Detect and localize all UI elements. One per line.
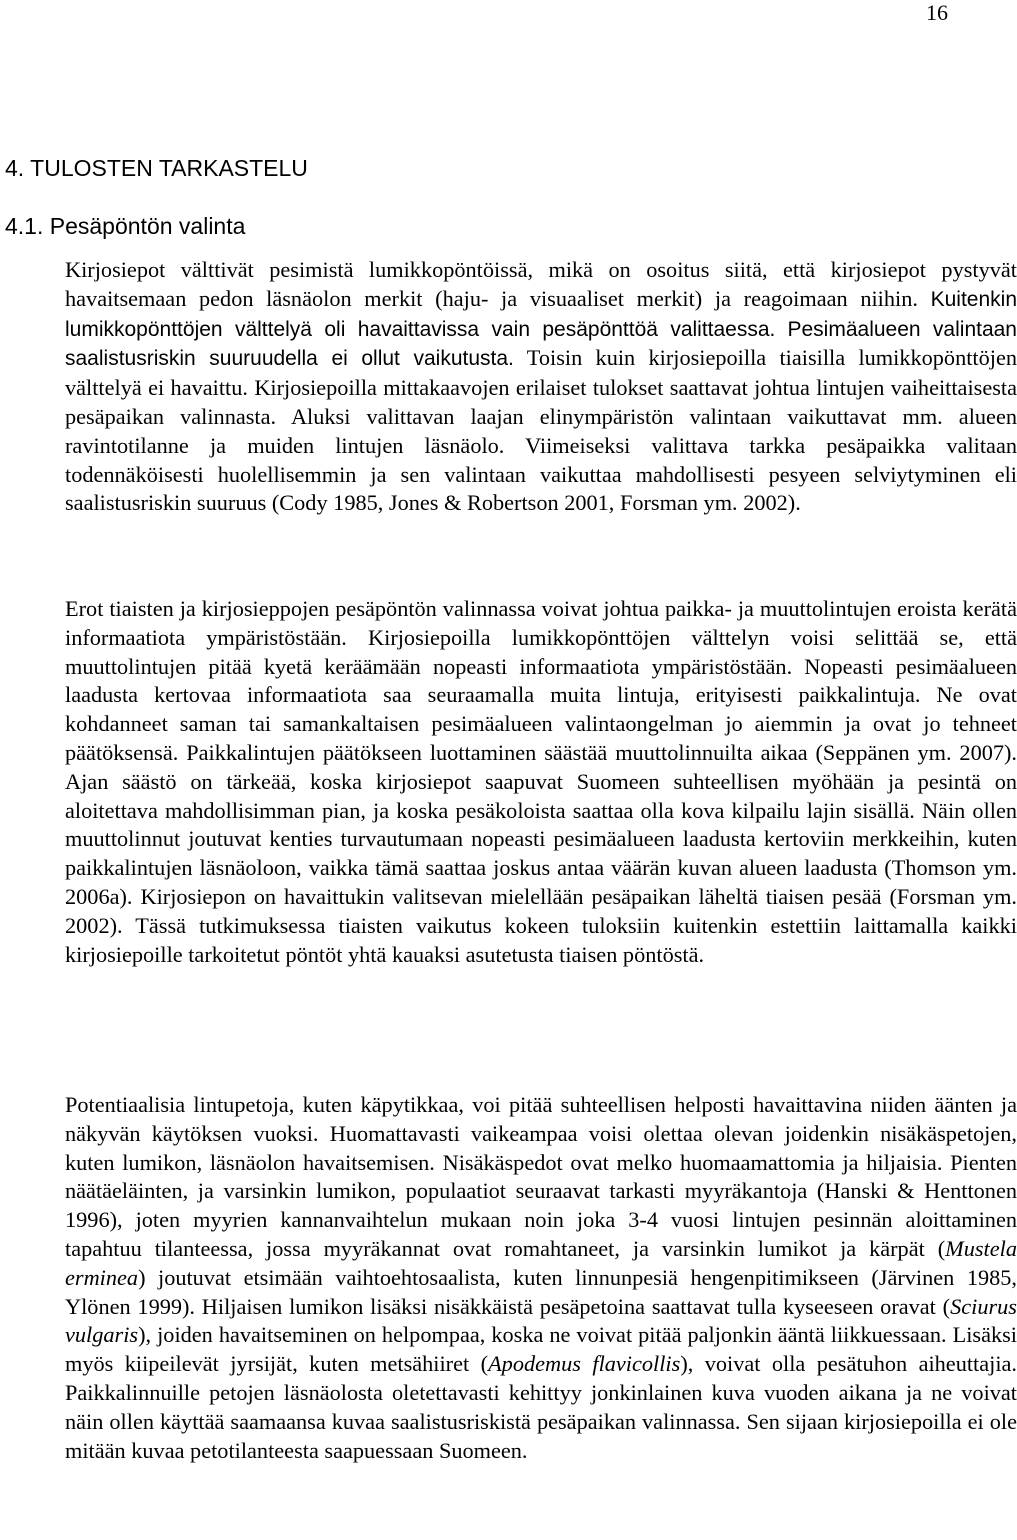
sentence: Ne ovat kohdanneet saman tai samankaltaisen pesimäalueen valintaongelman jo aiemmin ja ovat jo tehneet päätöksensä.: [65, 682, 1017, 765]
sentence-part: ), joiden havaitseminen on helpompaa, koska ne voivat pitää paljonkin ääntä liikkuessaan.: [138, 1322, 947, 1348]
sentence: Viimeiseksi valittava tarkka pesäpaikka valitaan todennäköisesti huolellisemmin ja sen valintaan vaikuttaa mahdollisesti pesyeen selviytyminen eli saalistusriskin suuruus (Cody 1985, Jones & Robertson 2001, Forsman ym. 2002).: [65, 432, 1017, 516]
sentence: Kirjosiepon on havaittukin valitsevan mielellään pesäpaikan läheltä tiaisen pesää (Forsman ym. 2002).: [65, 883, 1017, 938]
sentence: Nisäkäspedot ovat melko huomaamattomia ja hiljaisia.: [442, 1149, 943, 1175]
sentence-part: Hiljaisen lumikon lisäksi nisäkkäistä pesäpetoina saattavat tulla kyseeseen oravat (: [201, 1293, 951, 1319]
species-name: Apodemus flavicollis: [488, 1351, 681, 1377]
sentence: Ajan säästö on tärkeää, koska kirjosiepot saapuvat Suomeen suhteellisen myöhään ja pesintä on aloitettava mahdollisimman pian, ja koska pesäkoloista saattaa olla kova kilpailu lajin sisällä.: [65, 768, 1017, 823]
chapter-heading: 4. TULOSTEN TARKASTELU: [5, 155, 308, 181]
paragraph-2: [5, 595, 1017, 969]
sentence: Kirjosiepoilla lumikkopönttöjen välttelyn voisi selittää se, että muuttolintujen pitää kyetä keräämään nopeasti informaatiota ympäristöstään.: [65, 624, 1017, 679]
paragraph-1: [5, 256, 1017, 518]
sentence: Nopeasti pesimäalueen laadusta kertovaa informaatiota saa seuraamalla muita lintuja, erityisesti paikkalintuja.: [65, 653, 1017, 708]
sentence: Kirjosiepot välttivät pesimistä lumikkopöntöissä, mikä on osoitus siitä, että kirjosiepot pystyvät havaitsemaan pedon läsnäolon merkit (haju- ja visuaaliset merkit) ja reagoimaan niihin.: [65, 257, 1017, 311]
sentence: Tässä tutkimuksessa tiaisten vaikutus kokeen tuloksiin kuitenkin estettiin laittamalla kaikki kirjosiepoille tarkoitetut pöntöt yhtä kauaksi asutetusta tiaisen pöntöstä.: [65, 912, 1017, 967]
sentence: Näin ollen muuttolinnut joutuvat kenties turvautumaan nopeasti pesimäalueen laadusta kertoviin merkkeihin, kuten paikkalintujen läsnäoloon, vaikka tämä saattaa joskus antaa väärän kuvan alueen laadusta (Thomson ym. 2006a).: [65, 797, 1017, 909]
paragraph-3: [5, 1091, 1017, 1465]
sentence: Paikkalinnuille petojen läsnäolosta oletettavasti kehittyy jonkinlainen kuva vuoden aikana ja ne voivat näin ollen käyttää saamaansa kuvaa saalistusriskistä pesäpaikan valinnassa.: [65, 1379, 1017, 1434]
sentence-part: Lisäksi myös kiipeilevät jyrsijät, kuten metsähiiret (: [65, 1322, 1017, 1377]
sentence: Toisin kuin kirjosiepoilla tiaisilla lumikkopönttöjen välttelyä ei havaittu.: [65, 345, 1017, 401]
section-heading: 4.1. Pesäpöntön valinta: [5, 213, 246, 239]
sentence: Aluksi valittavan laajan elinympäristön valintaan vaikuttavat mm. alueen ravintotilanne ja muiden lintujen läsnäolo.: [65, 403, 1017, 458]
sentence-part: ) joutuvat etsimään vaihtoehtosaalista, kuten linnunpesiä hengenpitimikseen (Järvinen 1985, Ylönen 1999).: [65, 1264, 1017, 1319]
sentence: Kuitenkin lumikkopönttöjen välttelyä oli havaittavissa vain pesäpönttöä valittaessa.: [65, 287, 1017, 341]
sentence: Sen sijaan kirjosiepoilla ei ole mitään kuvaa petotilanteesta saapuessaan Suomeen.: [65, 1408, 1017, 1463]
sentence: Pesimäalueen valintaan saalistusriskin suuruudella ei ollut vaikutusta.: [65, 317, 1017, 371]
sentence: Kirjosiepoilla mittakaavojen erilaiset tulokset saattavat johtua lintujen vaiheittaisesta pesäpaikan valinnasta.: [65, 375, 1017, 429]
sentence: Huomattavasti vaikeampaa voisi olettaa olevan joidenkin nisäkäspetojen, kuten lumikon, läsnäolon havaitsemisen.: [65, 1120, 1017, 1175]
sentence: Potentiaalisia lintupetoja, kuten käpytikkaa, voi pitää suhteellisen helposti havaittavina niiden äänten ja näkyvän käytöksen vuoksi.: [65, 1092, 1017, 1146]
sentence-part: ), voivat olla pesätuhon aiheuttajia.: [680, 1351, 1017, 1377]
sentence: Pienten näätäeläinten, ja varsinkin lumikon, populaatiot seuraavat tarkasti myyräkantoja (Hanski & Henttonen 1996), joten myyrien kannanvaihtelun mukaan noin joka 3-4 vuosi lintujen pesinnän aloittaminen tapahtuu tilanteessa, jossa myyräkannat ovat romahtaneet, ja varsinkin lumikot ja kärpät (: [65, 1149, 1017, 1261]
page-number: 16: [926, 0, 948, 25]
species-name: Mustela erminea: [65, 1235, 1017, 1290]
sentence: Erot tiaisten ja kirjosieppojen pesäpöntön valinnassa voivat johtua paikka- ja muuttolintujen eroista kerätä informaatiota ympäristöstään.: [65, 596, 1017, 650]
sentence: Paikkalintujen päätökseen luottaminen säästää muuttolinnuilta aikaa (Seppänen ym. 2007).: [186, 739, 1017, 765]
species-name: Sciurus vulgaris: [65, 1293, 1017, 1348]
